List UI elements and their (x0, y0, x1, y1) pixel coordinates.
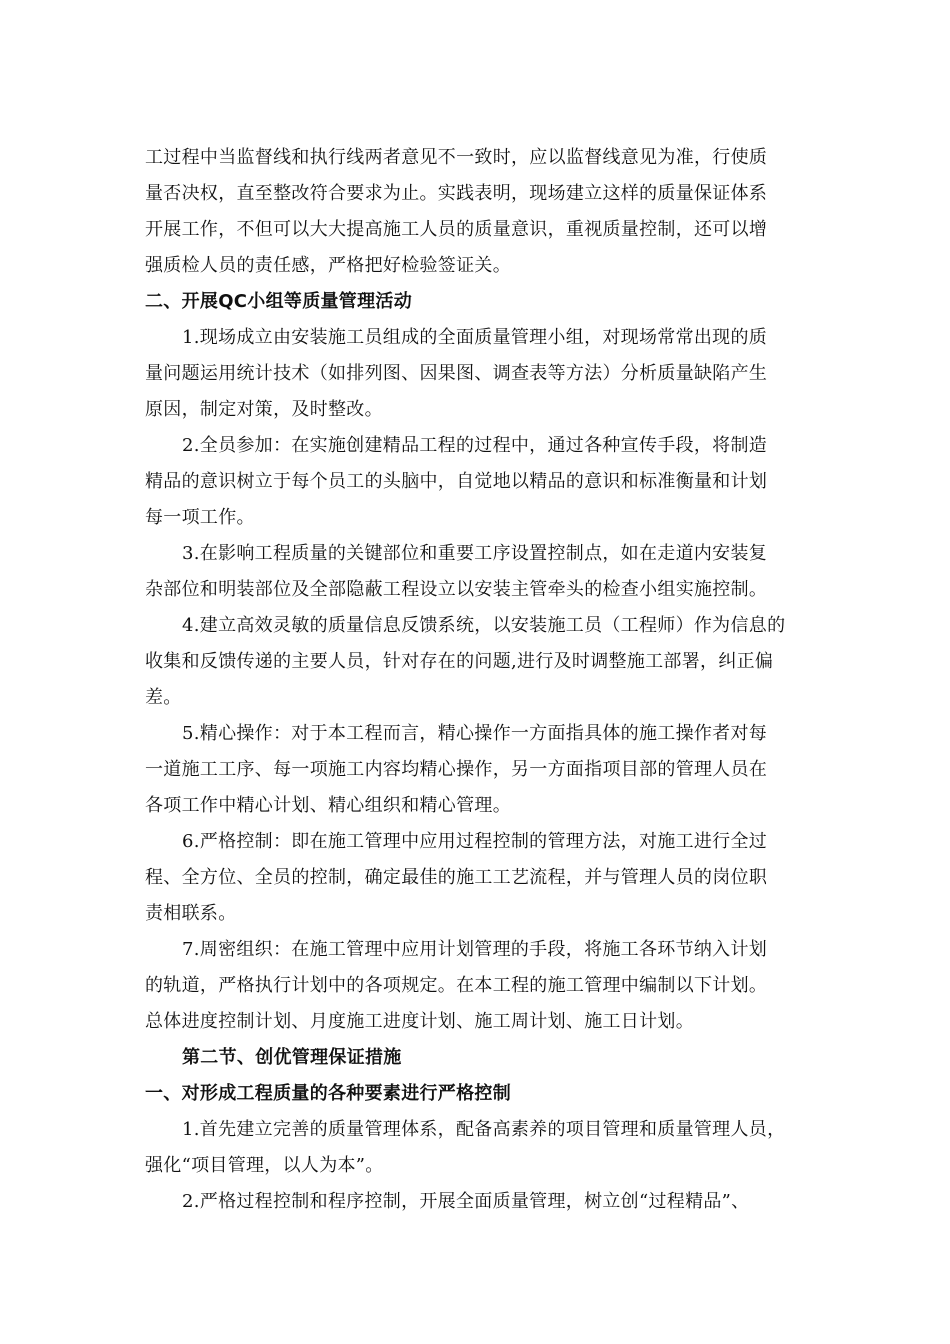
section-heading-control: 一、对形成工程质量的各种要素进行严格控制 (145, 1083, 511, 1104)
list-item-line: 杂部位和明装部位及全部隐蔽工程设立以安装主管牵头的检查小组实施控制。 (145, 579, 768, 600)
list-item-line: 的轨道，严格执行计划中的各项规定。在本工程的施工管理中编制以下计划。 (145, 975, 768, 996)
paragraph-line: 开展工作，不但可以大大提高施工人员的质量意识，重视质量控制，还可以增 (145, 219, 768, 240)
section-heading-qc: 二、开展QC小组等质量管理活动 (145, 291, 413, 312)
list-item-line: 6.严格控制：即在施工管理中应用过程控制的管理方法，对施工进行全过 (182, 831, 768, 852)
list-item-line: 3.在影响工程质量的关键部位和重要工序设置控制点，如在走道内安装复 (182, 543, 768, 564)
list-item-line: 1.首先建立完善的质量管理体系，配备高素养的项目管理和质量管理人员， (182, 1119, 786, 1140)
paragraph-line: 工过程中当监督线和执行线两者意见不一致时，应以监督线意见为准，行使质 (145, 147, 768, 168)
list-item-line: 量问题运用统计技术（如排列图、因果图、调查表等方法）分析质量缺陷产生 (145, 363, 768, 384)
list-item-line: 每一项工作。 (145, 507, 255, 528)
list-item-line: 2.全员参加：在实施创建精品工程的过程中，通过各种宣传手段，将制造 (182, 435, 768, 456)
list-item-line: 强化“项目管理，以人为本”。 (145, 1155, 384, 1176)
section-title: 第二节、创优管理保证措施 (182, 1047, 402, 1068)
list-item-line: 程、全方位、全员的控制，确定最佳的施工工艺流程，并与管理人员的岗位职 (145, 867, 768, 888)
paragraph-line: 强质检人员的责任感，严格把好检验签证关。 (145, 255, 511, 276)
list-item-line: 各项工作中精心计划、精心组织和精心管理。 (145, 795, 511, 816)
list-item-line: 2.严格过程控制和程序控制，开展全面质量管理，树立创“过程精品”、 (182, 1191, 750, 1212)
list-item-line: 原因，制定对策，及时整改。 (145, 399, 383, 420)
list-item-line: 责相联系。 (145, 903, 237, 924)
list-item-line: 总体进度控制计划、月度施工进度计划、施工周计划、施工日计划。 (145, 1011, 694, 1032)
list-item-line: 差。 (145, 687, 182, 708)
list-item-line: 一道施工工序、每一项施工内容均精心操作，另一方面指项目部的管理人员在 (145, 759, 768, 780)
list-item-line: 收集和反馈传递的主要人员，针对存在的问题,进行及时调整施工部署，纠正偏 (145, 651, 774, 672)
paragraph-line: 量否决权，直至整改符合要求为止。实践表明，现场建立这样的质量保证体系 (145, 183, 768, 204)
list-item-line: 7.周密组织：在施工管理中应用计划管理的手段，将施工各环节纳入计划 (182, 939, 768, 960)
list-item-line: 4.建立高效灵敏的质量信息反馈系统，以安装施工员（工程师）作为信息的 (182, 615, 786, 636)
list-item-line: 5.精心操作：对于本工程而言，精心操作一方面指具体的施工操作者对每 (182, 723, 768, 744)
list-item-line: 1.现场成立由安装施工员组成的全面质量管理小组，对现场常常出现的质 (182, 327, 768, 348)
list-item-line: 精品的意识树立于每个员工的头脑中，自觉地以精品的意识和标准衡量和计划 (145, 471, 768, 492)
